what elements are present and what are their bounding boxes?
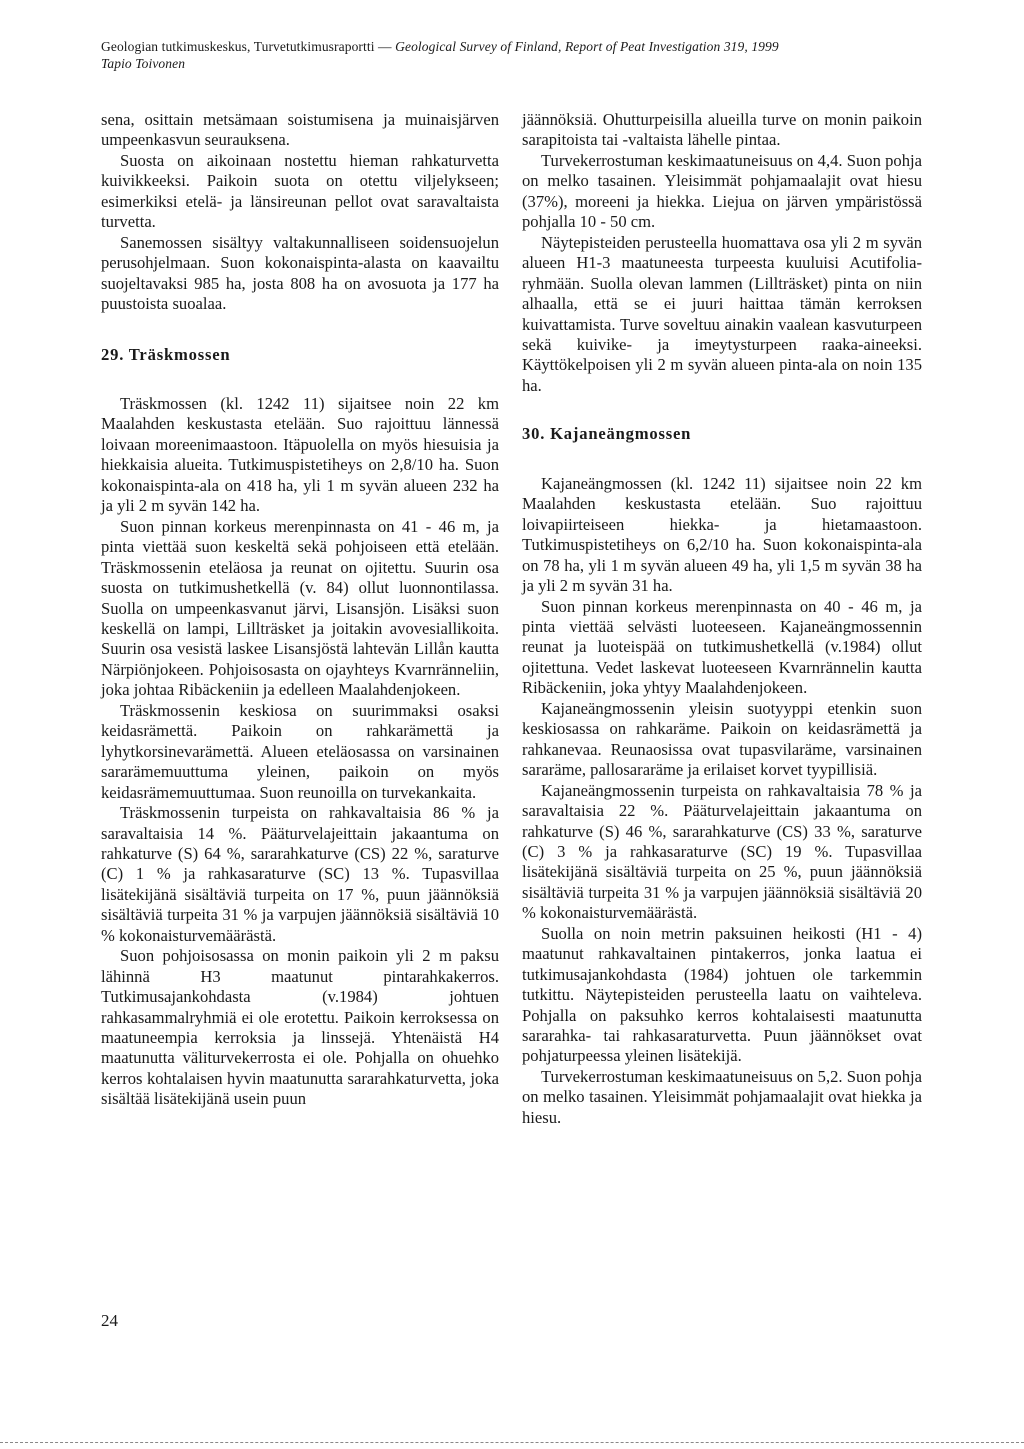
paragraph: Turvekerrostuman keskimaatuneisuus on 4,4. Suon pohja on melko tasainen. Yleisimmät pohjamaalajit ovat hiesu (37%), moreeni ja hiekka. Liejua on järven ympäristössä pohjalla 10 - 50 cm. bbox=[522, 150, 922, 232]
header-series bbox=[101, 38, 931, 55]
paragraph: Träskmossenin turpeista on rahkavaltaisia 86 % ja saravaltaisia 14 %. Pääturvelajeittain jakaantuma on rahkaturve (S) 64 %, sararahkaturve (CS) 22 %, saraturve (C) 1 % ja rahkasaraturve (SC) 13 %. Tupasvillaa lisätekijänä sisältäviä turpeita on 17 %, puun jäännöksiä sisältäviä turpeita 31 % ja varpujen jäännöksiä sisältäviä 10 % kokonaisturvemäärästä. bbox=[101, 803, 499, 945]
paragraph: Kajaneängmossen (kl. 1242 11) sijaitsee noin 22 km Maalahden keskustasta etelään. Suo rajoittuu loivapiirteiseen hiekka- ja hietamaastoon. Tutkimuspistetiheys on 6,2/10 ha. Suon kokonaispinta-ala on 78 ha, yli 1 m syvän alueen 49 ha, yli 1,5 m syvän 38 ha ja yli 2 m syvän 31 ha. bbox=[522, 473, 922, 596]
paragraph: Suon pohjoisosassa on monin paikoin yli 2 m paksu lähinnä H3 maatunut pintarahkakerros. Tutkimusajankohdasta (v.1984) johtuen rahkasammalryhmiä ei ole erotettu. Paikoin kerroksessa on maatuneempia kerroksia ja linssejä. Yhtenäistä H4 maatunutta väliturvekerrosta ei ole. Pohjalla on ohuehko kerros kohtalaisen hyvin maatunutta sararahkaturvetta, joka sisältää lisätekijänä usein puun bbox=[101, 946, 499, 1109]
paragraph: Träskmossenin keskiosa on suurimmaksi osaksi keidasrämettä. Paikoin on rahkarämettä ja lyhytkorsinevarämettä. Alueen eteläosassa on varsinainen sararämemuuttuma yleinen, paikoin on myös keidasrämemuuttumaa. Suon reunoilla on turvekankaita. bbox=[101, 700, 499, 802]
paragraph: Träskmossen (kl. 1242 11) sijaitsee noin 22 km Maalahden keskustasta etelään. Suo rajoittuu lännessä loivaan moreenimaastoon. Itäpuolella on myös hiesuisia ja hiekkaisia alueita. Tutkimuspistetiheys on 2,8/10 ha. Suon kokonaispinta-ala on 418 ha, yli 1 m syvän alueen 232 ha ja yli 2 m syvän 142 ha. bbox=[101, 393, 499, 516]
header-series-finnish: Geologian tutkimuskeskus, Turvetutkimusraportti — bbox=[101, 39, 396, 54]
paragraph: Suosta on aikoinaan nostettu hieman rahkaturvetta kuivikkeeksi. Paikoin suota on otettu viljelykseen; esimerkiksi etelä- ja länsireunan pellot ovat saravaltaista turvetta. bbox=[101, 150, 499, 232]
paragraph: Suon pinnan korkeus merenpinnasta on 41 - 46 m, ja pinta viettää suon keskeltä sekä pohjoiseen että etelään. Träskmossenin eteläosa ja reunat on ojitettu. Suurin osa suosta on tutkimushetkellä (v. 84) ollut luonnontilassa. Suolla on umpeenkasvanut järvi, Lisansjön. Lisäksi suon keskellä on lampi, Lillträsket ja joitakin avovesiallikoita. Suurin osa vesistä laskee Lisansjöstä lahtevän Lillån kautta Närpiönjokeen. Pohjoisosasta on ojayhteys Kvarnränneliin, joka johtaa Ribäckeniin ja edelleen Maalahdenjokeen. bbox=[101, 516, 499, 700]
paragraph: Turvekerrostuman keskimaatuneisuus on 5,2. Suon pohja on melko tasainen. Yleisimmät pohjamaalajit ovat hiekka ja hiesu. bbox=[522, 1066, 922, 1127]
right-column bbox=[522, 110, 922, 1128]
header-author: Tapio Toivonen bbox=[101, 56, 186, 71]
paragraph: Suon pinnan korkeus merenpinnasta on 40 - 46 m, ja pinta viettää selvästi luoteeseen. Kajaneängmossennin reunat ja luoteispää on tutkimushetkellä (v.1984) ollut ojitettuna. Vedet laskevat luoteeseen Kvarnrännelin kautta Ribäckeniin, joka yhtyy Maalahdenjokeen. bbox=[522, 596, 922, 698]
paragraph: Kajaneängmossenin yleisin suotyyppi etenkin suon keskiosassa on rahkaräme. Paikoin on keidasrämettä ja rahkanevaa. Reunaosissa ovat tupasvilaräme, varsinainen sararäme, pallosararäme ja erilaiset korvet tyypillisiä. bbox=[522, 698, 922, 780]
scan-edge-divider bbox=[0, 1442, 1024, 1443]
paragraph: sena, osittain metsämaan soistumisena ja muinaisjärven umpeenkasvun seurauksena. bbox=[101, 110, 499, 150]
paragraph: Sanemossen sisältyy valtakunnalliseen soidensuojelun perusohjelmaan. Suon kokonaispinta-alasta on kaavailtu suojeltavaksi 985 ha, josta 808 ha on avosuota ja 177 ha puustoista suoalaa. bbox=[101, 232, 499, 314]
paragraph: Kajaneängmossenin turpeista on rahkavaltaisia 78 % ja saravaltaisia 22 %. Pääturvelajeittain jakaantuma on rahkaturve (S) 46 %, sararahkaturve (CS) 33 %, saraturve (C) 3 % ja rahkasaraturve (SC) 19 %. Tupasvillaa lisätekijänä sisältäviä turpeita on 25 %, puun jäännöksiä sisältäviä turpeita 31 % ja varpujen jäännöksiä sisältäviä 20 % kokonaisturvemäärästä. bbox=[522, 780, 922, 923]
paragraph: Suolla on noin metrin paksuinen heikosti (H1 - 4) maatunut rahkavaltainen pintakerros, jonka laatua ei tutkimusajankohdasta (1984) johtuen ole tarkemmin tutkittu. Näytepisteiden perusteella laatu on vaihteleva. Pohjalla on paksuhko kerros kohtalaisesti maatunutta sararahka- tai rahkasaraturvetta. Puun jäännökset ovat pohjaturpeessa yleinen lisätekijä. bbox=[522, 923, 922, 1066]
paragraph: Näytepisteiden perusteella huomattava osa yli 2 m syvän alueen H1-3 maatuneesta turpeesta kuuluisi Acutifolia-ryhmään. Suolla olevan lammen (Lillträsket) pinta on niin alhaalla, että se ei juuri haittaa tämän kerroksen kuivattamista. Turve soveltuu ainakin vaalean kasvuturpeen sekä kuivike- ja imeytysturpeen raaka-aineeksi. Käyttökelpoisen yli 2 m syvän alueen pinta-ala on noin 135 ha. bbox=[522, 232, 922, 395]
running-header bbox=[101, 38, 931, 72]
section-heading-kajaneangmossen: 30. Kajaneängmossen bbox=[522, 424, 692, 444]
header-series-english: Geological Survey of Finland, Report of Peat Investigation 319, 1999 bbox=[395, 39, 779, 54]
paragraph: jäännöksiä. Ohutturpeisilla alueilla turve on monin paikoin sarapitoista tai -valtaista lähelle pintaa. bbox=[522, 110, 922, 150]
page-number: 24 bbox=[101, 1311, 118, 1330]
left-column bbox=[101, 110, 499, 1110]
section-heading-traskmossen: 29. Träskmossen bbox=[101, 344, 231, 364]
